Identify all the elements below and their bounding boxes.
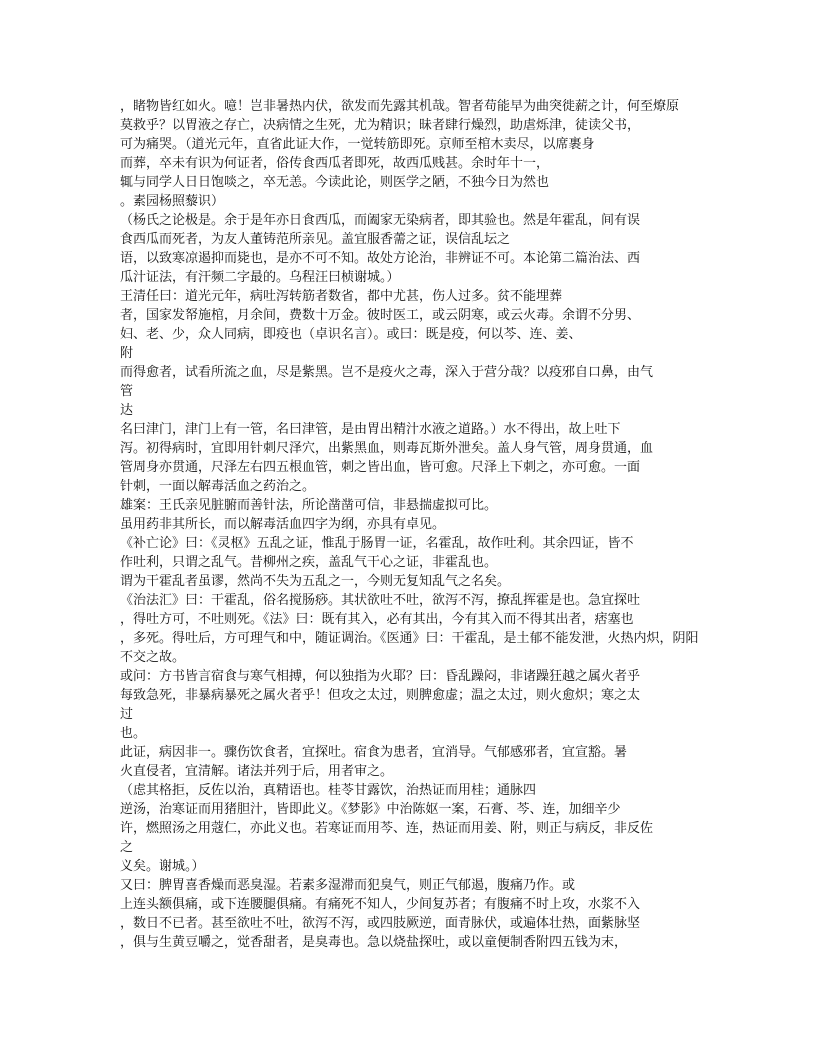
text-line: ，睹物皆红如火。噫！岂非暑热内伏，欲发而先露其机哉。智者苟能早为曲突徙薪之计，何至燎原 bbox=[120, 99, 680, 114]
text-line: ，数日不已者。甚至欲吐不吐，欲泻不泻，或四肢厥逆，面青脉伏，或遍体壮热，面紫脉坚 bbox=[120, 916, 641, 931]
text-line: ，得吐方可，不吐则死。《法》曰：既有其入，必有其出，今有其入而不得其出者，痞塞也 bbox=[120, 612, 634, 627]
text-line: 又曰：脾胃喜香燥而恶臭湿。若素多湿滞而犯臭气，则正气郁遏，腹痛乃作。或 bbox=[120, 878, 576, 893]
text-line: 义矣。谢城。） bbox=[120, 859, 205, 874]
text-line: 妇、老、少，众人同病，即疫也（卓识名言）。或曰：既是疫，何以芩、连、姜、 bbox=[120, 327, 582, 342]
text-line: 泻。初得病时，宜即用针刺尺泽穴，出紫黑血，则毒瓦斯外泄矣。盖人身气管，周身贯通，血 bbox=[120, 441, 654, 456]
text-line: （虑其格拒，反佐以治，真精语也。桂苓甘露饮，治热证而用桂；通脉四 bbox=[120, 783, 537, 798]
text-line: 逆汤，治寒证而用猪胆汁，皆即此义。《梦影》中治陈妪一案，石膏、芩、连，加细辛少 bbox=[120, 802, 621, 817]
text-line: 不交之故。 bbox=[120, 650, 186, 665]
text-line: 管 bbox=[120, 384, 134, 399]
text-line: 也。 bbox=[120, 726, 147, 741]
text-line: 《治法汇》曰：干霍乱，俗名搅肠痧。其状欲吐不吐，欲泻不泻，撩乱挥霍是也。急宜探吐 bbox=[120, 593, 641, 608]
text-line: 食西瓜而死者，为友人董铸范所亲见。盖宜服香薷之证，误信乱坛之 bbox=[120, 232, 511, 247]
text-line: 者，国家发帑施棺，月余间，费数十万金。彼时医工，或云阴寒，或云火毒。余谓不分男、 bbox=[120, 308, 641, 323]
text-line: 过 bbox=[120, 707, 134, 722]
text-line: ，俱与生黄豆嚼之，觉香甜者，是臭毒也。急以烧盐探吐，或以童便制香附四五钱为末， bbox=[120, 935, 628, 950]
text-line: 瓜汁证法，有汗频二字最的。乌程汪曰桢谢城。） bbox=[120, 270, 400, 285]
text-line: 之 bbox=[120, 840, 134, 855]
document-body bbox=[120, 97, 700, 952]
text-line: 《补亡论》曰：《灵枢》五乱之证，惟乱于肠胃一证，名霍乱，故作吐利。其余四证，皆不 bbox=[120, 536, 634, 551]
text-line: 火直侵者，宜清解。诸法并列于后，用者审之。 bbox=[120, 764, 394, 779]
text-line: 管周身亦贯通，尺泽左右四五根血管，刺之皆出血，皆可愈。尺泽上下刺之，亦可愈。一面 bbox=[120, 460, 641, 475]
text-line: 可为痛哭。（道光元年，直省此证大作，一觉转筋即死。京师至棺木卖尽，以席裹身 bbox=[120, 137, 595, 152]
text-line: 针刺，一面以解毒活血之药治之。 bbox=[120, 479, 316, 494]
text-line: 达 bbox=[120, 403, 134, 418]
text-line: 王清任曰：道光元年，病吐泻转筋者数省，都中尤甚，伤人过多。贫不能埋葬 bbox=[120, 289, 563, 304]
text-line: 上连头额俱痛，或下连腰腿俱痛。有痛死不知人，少间复苏者；有腹痛不时上攻，水浆不入 bbox=[120, 897, 641, 912]
text-line: 谓为干霍乱者虽谬，然尚不失为五乱之一，今则无复知乱气之名矣。 bbox=[120, 574, 511, 589]
text-line: 每致急死，非暴病暴死之属火者乎！但攻之太过，则脾愈虚；温之太过，则火愈炽；寒之太 bbox=[120, 688, 641, 703]
text-line: 附 bbox=[120, 346, 134, 361]
text-line: 或问：方书皆言宿食与寒气相搏，何以独指为火耶？曰：昏乱躁闷，非诸躁狂越之属火者乎 bbox=[120, 669, 641, 684]
text-line: 雄案：王氏亲见脏腑而善针法，所论凿凿可信，非悬揣虚拟可比。 bbox=[120, 498, 498, 513]
text-line: 虽用药非其所长，而以解毒活血四字为纲，亦具有卓见。 bbox=[120, 517, 446, 532]
text-line: 许，燃照汤之用蔻仁，亦此义也。若寒证而用芩、连，热证而用姜、附，则正与病反，非反佐 bbox=[120, 821, 654, 836]
text-line: （杨氏之论极是。余于是年亦日食西瓜，而阖家无染病者，即其验也。然是年霍乱，间有误 bbox=[120, 213, 641, 228]
text-line: 此证，病因非一。骤伤饮食者，宜探吐。宿食为患者，宜消导。气郁感邪者，宜宣豁。暑 bbox=[120, 745, 628, 760]
text-line: 作吐利，只谓之乱气。昔柳州之疾，盖乱气干心之证，非霍乱也。 bbox=[120, 555, 498, 570]
text-line: 而得愈者，试看所流之血，尽是紫黑。岂不是疫火之毒，深入于营分哉？以疫邪自口鼻，由气 bbox=[120, 365, 654, 380]
text-line: ，多死。得吐后，方可理气和中，随证调治。《医通》曰：干霍乱，是土郁不能发泄，火热内炽，阴阳 bbox=[120, 631, 699, 646]
text-line: 名曰津门，津门上有一管，名曰津管，是由胃出精汁水液之道路。）水不得出，故上吐下 bbox=[120, 422, 621, 437]
text-line: 而葬，卒未有识为何证者，俗传食西瓜者即死，故西瓜贱甚。余时年十一， bbox=[120, 156, 550, 171]
text-line: 。素园杨照藜识） bbox=[120, 194, 225, 209]
text-line: 语，以致寒凉遏抑而毙也，是亦不可不知。故处方论治，非辨证不可。本论第二篇治法、西 bbox=[120, 251, 641, 266]
text-line: 莫救乎？以胃液之存亡，决病情之生死，尤为精识；昧者肆行燥烈，助虐烁津，徒读父书， bbox=[120, 118, 641, 133]
text-line: 辄与同学人日日饱啖之，卒无恙。今读此论，则医学之陋，不独今日为然也 bbox=[120, 175, 550, 190]
